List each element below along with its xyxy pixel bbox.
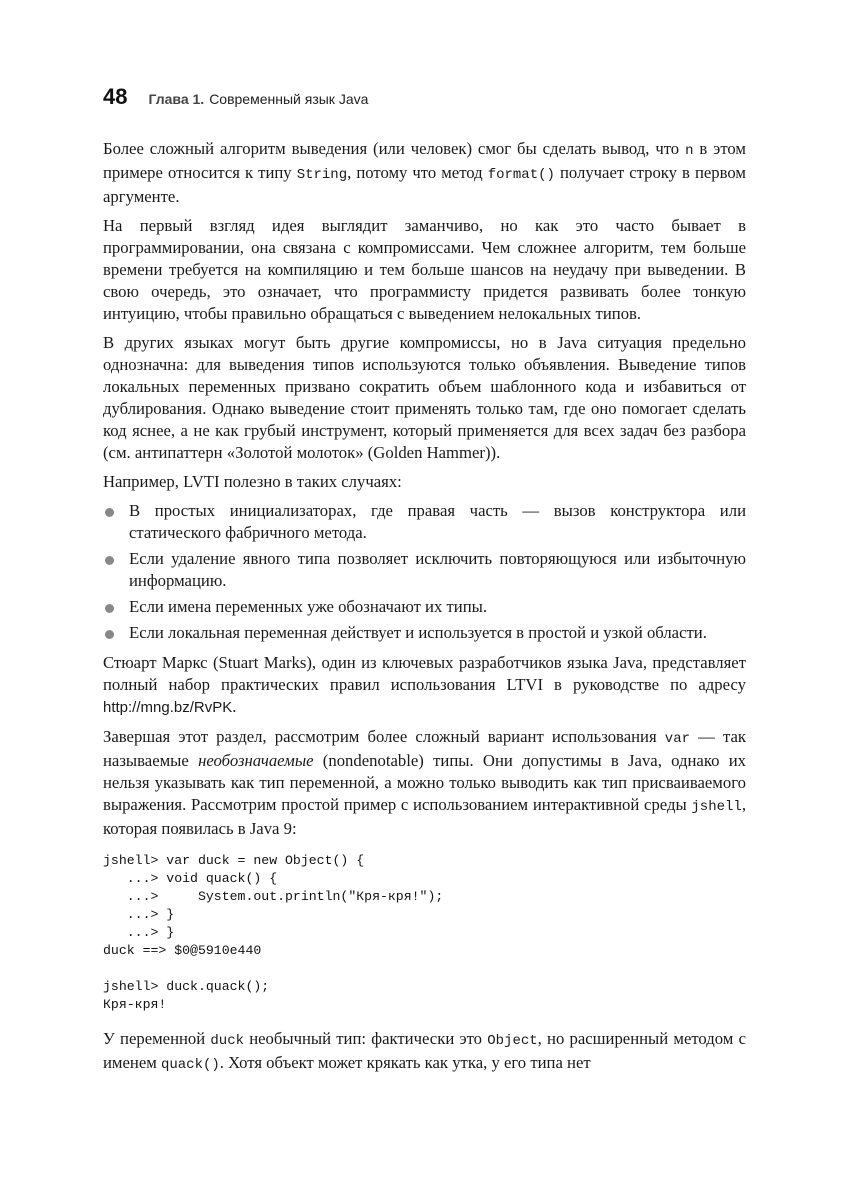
bullet-dot-icon: [105, 630, 114, 639]
code-line: ...> }: [103, 925, 175, 940]
paragraph-6: Завершая этот раздел, рассмотрим более сложный вариант использования var — так называемые необозначаемые (nondenotable) типы. Они допустимы в Java, однако их нельзя указывать как тип переменной, а можно только выводить как тип присваиваемого выражения. Рассмотрим простой пример с использованием интерактивной среды jshell, которая появилась в Java 9:: [103, 727, 746, 838]
code-line: [103, 960, 746, 978]
chapter-title: Современный язык Java: [209, 91, 369, 107]
inline-code-format: format(): [487, 167, 555, 183]
paragraph-1: Более сложный алгоритм выведения (или человек) смог бы сделать вывод, что n в этом примере относится к типу String, потому что метод format() получает строку в первом аргументе.: [103, 139, 746, 206]
code-line: ...> void quack() {: [103, 871, 278, 886]
inline-code-n: n: [685, 143, 694, 159]
list-item: Если локальная переменная действует и используется в простой и узкой области.: [103, 622, 746, 644]
paragraph-4: Например, LVTI полезно в таких случаях:: [103, 472, 402, 491]
code-line: duck ==> $0@5910e440: [103, 943, 262, 958]
bullet-dot-icon: [105, 556, 114, 565]
inline-code-object: Object: [487, 1033, 538, 1049]
paragraph-5: Стюарт Маркс (Stuart Marks), один из ключевых разработчиков языка Java, представляет полный набор практических правил использования LTVI в руководстве по адресу http://mng.bz/RvPK.: [103, 653, 746, 716]
inline-code-quack: quack(): [160, 1057, 220, 1073]
code-listing: [103, 852, 746, 1014]
reference-link[interactable]: http://mng.bz/RvPK: [103, 699, 233, 716]
inline-code-var: var: [664, 731, 691, 747]
chapter-label: Глава 1.: [148, 91, 205, 107]
paragraph-3: В других языках могут быть другие компромиссы, но в Java ситуация предельно однозначна: для выведения типов используются только объявления. Выведение типов локальных переменных призвано сократить объем шаблонного кода и избавиться от дублирования. Однако выведение стоит применять только там, где оно помогает сделать код яснее, а не как грубый инструмент, который применяется для всех задач без разбора (см. антипаттерн «Золотой молоток» (Golden Hammer)).: [103, 333, 746, 462]
code-line: ...> }: [103, 907, 175, 922]
running-header: [103, 84, 368, 110]
emphasis-term: необозначаемые: [198, 751, 314, 770]
list-item: Если удаление явного типа позволяет исключить повторяющуюся или избыточную информацию.: [103, 548, 746, 592]
bullet-list: [103, 500, 746, 644]
code-line: jshell> var duck = new Object() {: [103, 853, 365, 868]
page-body: [103, 138, 746, 1083]
paragraph-7: У переменной duck необычный тип: фактически это Object, но расширенный методом с именем quack(). Хотя объект может крякать как утка, у его типа нет: [103, 1029, 746, 1073]
page-number: 48: [103, 84, 128, 109]
code-line: jshell> duck.quack();: [103, 979, 270, 994]
bullet-dot-icon: [105, 604, 114, 613]
list-item: В простых инициализаторах, где правая часть — вызов конструктора или статического фабричного метода.: [103, 500, 746, 544]
list-item: Если имена переменных уже обозначают их типы.: [103, 596, 746, 618]
code-line: Кря-кря!: [103, 997, 167, 1012]
inline-code-string: String: [296, 167, 348, 183]
paragraph-2: На первый взгляд идея выглядит заманчиво, но как это часто бывает в программировании, она связана с компромиссами. Чем сложнее алгоритм, тем больше времени требуется на компиляцию и тем больше шансов на неудачу при выведении. В свою очередь, это означает, что программисту придется развивать более тонкую интуицию, чтобы правильно обращаться с выведением нелокальных типов.: [103, 216, 746, 323]
bullet-dot-icon: [105, 508, 114, 517]
inline-code-duck: duck: [210, 1033, 245, 1049]
code-line: ...> System.out.println("Кря-кря!");: [103, 889, 444, 904]
inline-code-jshell: jshell: [691, 799, 742, 815]
